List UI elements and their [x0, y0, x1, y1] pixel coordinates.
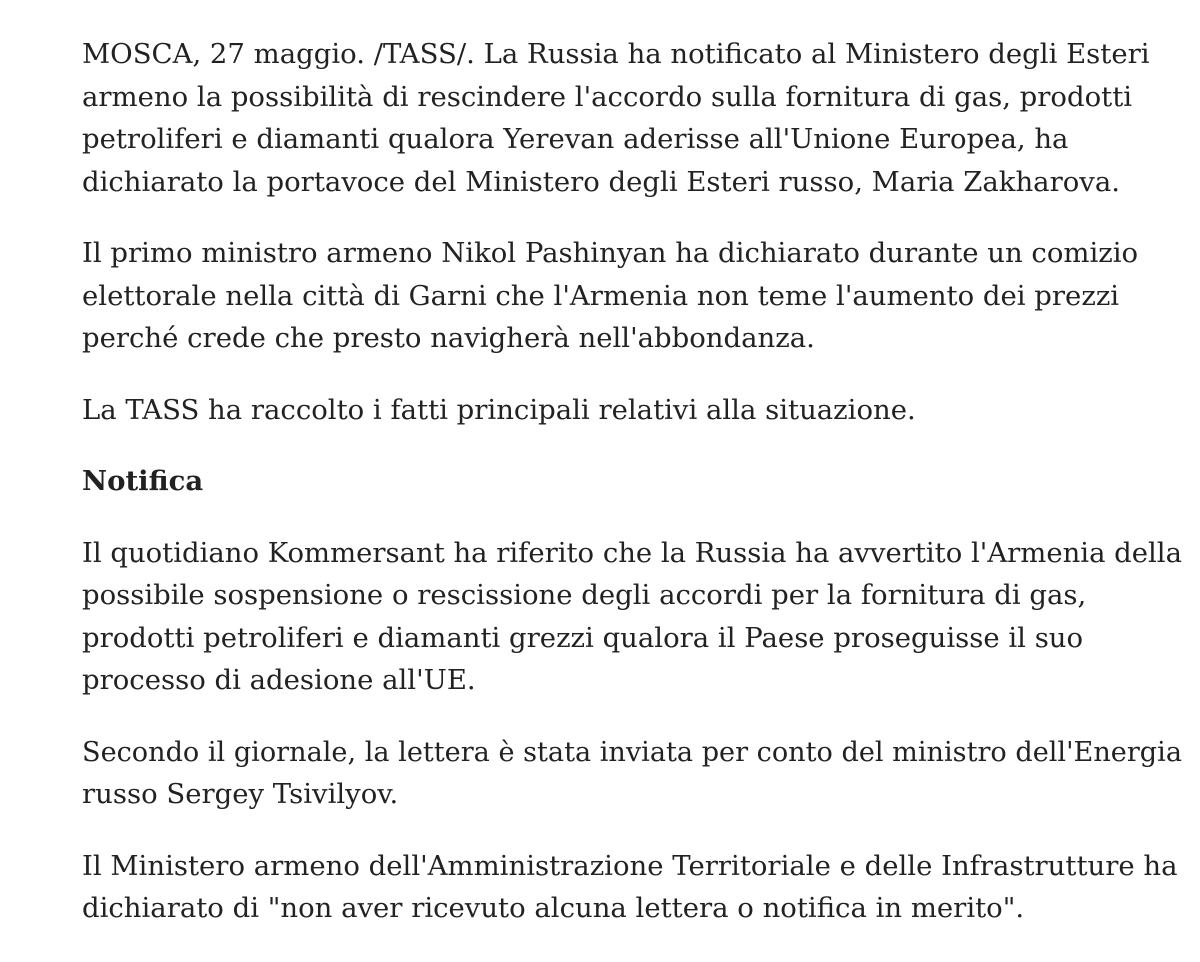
text-line: russo Sergey Tsivilyov. [82, 778, 399, 810]
text-line: MOSCA, 27 maggio. /TASS/. La Russia ha notificato al Ministero degli Esteri [82, 38, 1150, 70]
article-paragraph-kommersant [82, 532, 1182, 702]
section-heading-text: Notifica [82, 465, 204, 497]
text-line: processo di adesione all'UE. [82, 664, 476, 696]
article-paragraph-pashinyan [82, 232, 1139, 360]
text-line: dichiarato di "non aver ricevuto alcuna lettera o notifica in merito". [82, 892, 1025, 924]
text-line: Il quotidiano Kommersant ha riferito che la Russia ha avvertito l'Armenia della [82, 536, 1182, 569]
article-paragraph-lead [82, 33, 1150, 203]
article-paragraph-ministry-response [82, 845, 1178, 930]
article-paragraph-tass-summary [82, 389, 1122, 432]
text-line: perché crede che presto navigherà nell'abbondanza. [82, 322, 815, 354]
text-line: possibile sospensione o rescissione degli accordi per la fornitura di gas, [82, 579, 1087, 611]
article-paragraph-letter [82, 731, 1182, 816]
text-line: Il primo ministro armeno Nikol Pashinyan ha dichiarato durante un comizio [82, 237, 1139, 269]
article-body [82, 33, 1182, 930]
text-line: petroliferi e diamanti qualora Yerevan aderisse all'Unione Europea, ha [82, 123, 1069, 155]
text-line: La TASS ha raccolto i fatti principali relativi alla situazione. [82, 393, 916, 426]
text-line: Secondo il giornale, la lettera è stata inviata per conto del ministro dell'Energia [82, 735, 1182, 768]
section-heading [82, 460, 1122, 503]
text-line: Il Ministero armeno dell'Amministrazione Territoriale e delle Infrastrutture ha [82, 849, 1178, 882]
text-line: dichiarato la portavoce del Ministero degli Esteri russo, Maria Zakharova. [82, 165, 1120, 198]
text-line: elettorale nella città di Garni che l'Armenia non teme l'aumento dei prezzi [82, 279, 1120, 312]
text-line: armeno la possibilità di rescindere l'accordo sulla fornitura di gas, prodotti [82, 80, 1133, 113]
text-line: prodotti petroliferi e diamanti grezzi qualora il Paese proseguisse il suo [82, 621, 1084, 654]
